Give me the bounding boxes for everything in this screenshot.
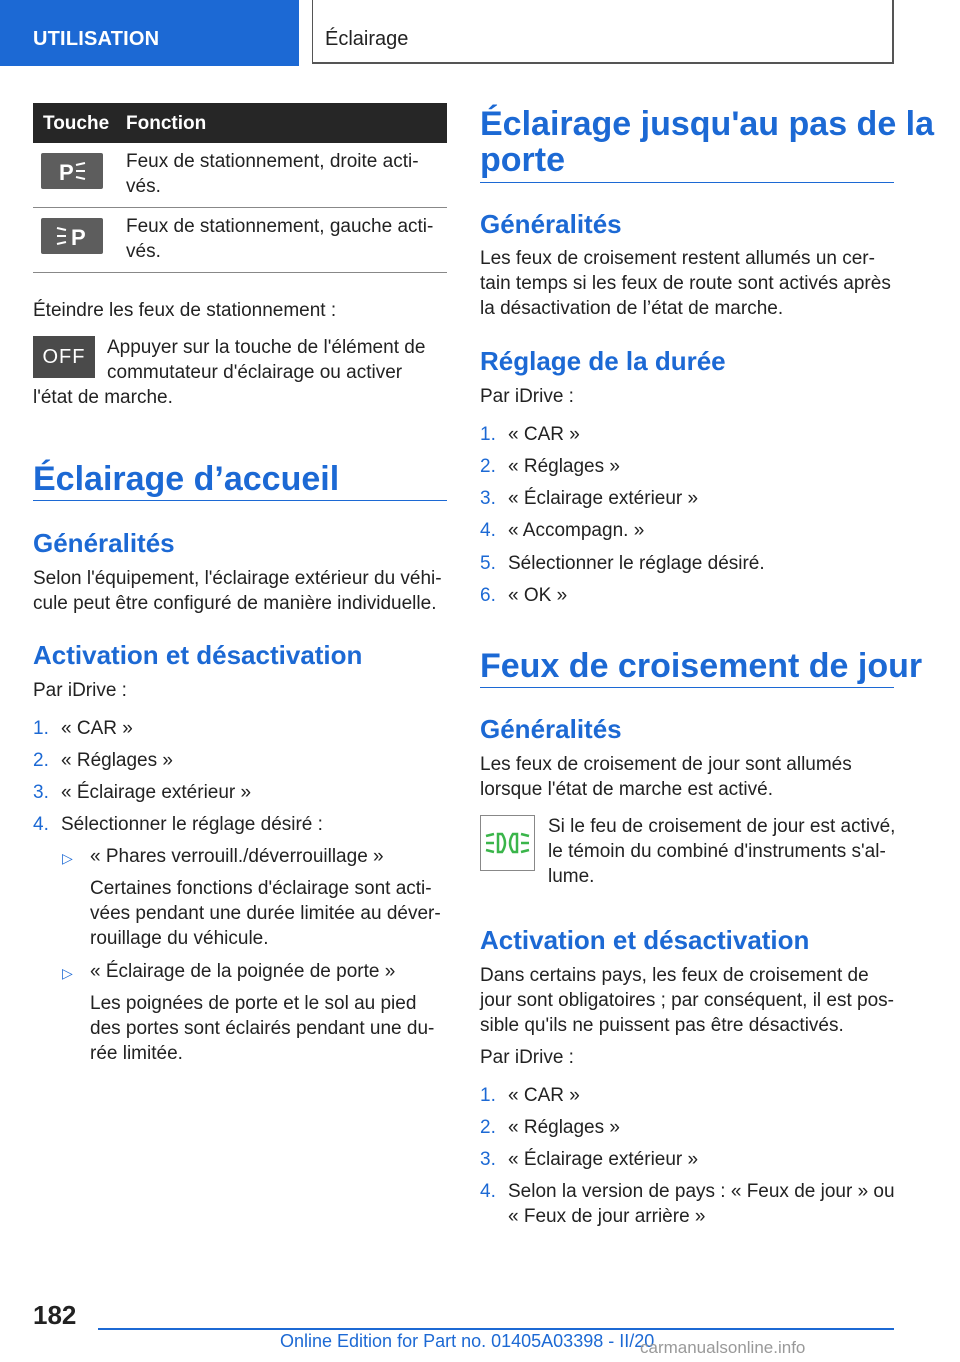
footer-rule bbox=[98, 1328, 894, 1330]
doorstep-title-l1: Éclairage jusqu'au pas de la bbox=[480, 105, 935, 143]
step-number: 3. bbox=[480, 1149, 496, 1170]
step-number: 3. bbox=[480, 488, 496, 509]
doorstep-via: Par iDrive : bbox=[480, 386, 574, 407]
parking-light-left-key-icon bbox=[41, 218, 103, 254]
doorstep-title-l2: porte bbox=[480, 141, 565, 179]
table-row bbox=[33, 208, 447, 273]
step-text: « CAR » bbox=[61, 718, 133, 739]
drl-g-l1: Les feux de croisement de jour sont allumés bbox=[480, 754, 852, 775]
daytime-running-light-icon bbox=[480, 815, 535, 871]
step-number: 2. bbox=[33, 750, 49, 771]
triangle-bullet-icon: ▷ bbox=[62, 965, 73, 981]
step-text: « Éclairage extérieur » bbox=[508, 488, 699, 509]
drl-a-l2: jour sont obligatoires ; par conséquent, il est pos- bbox=[480, 990, 895, 1011]
welcome-rule bbox=[33, 500, 447, 501]
step-number: 2. bbox=[480, 456, 496, 477]
off-key-label: OFF bbox=[42, 346, 86, 368]
welcome-sub1-l2: vées pendant une durée limitée au déver- bbox=[90, 903, 441, 924]
step-text: « Éclairage extérieur » bbox=[508, 1149, 699, 1170]
drl-rule bbox=[480, 687, 894, 688]
step-number: 4. bbox=[33, 814, 49, 835]
doorstep-g-l3: la désactivation de l’état de marche. bbox=[480, 298, 784, 319]
drl-via: Par iDrive : bbox=[480, 1047, 574, 1068]
welcome-via: Par iDrive : bbox=[33, 680, 127, 701]
welcome-sub2-l3: rée limitée. bbox=[90, 1043, 183, 1064]
welcome-activation-heading: Activation et désactivation bbox=[33, 640, 363, 670]
step-number: 4. bbox=[480, 1181, 496, 1202]
step-number: 6. bbox=[480, 585, 496, 606]
chapter-header bbox=[312, 0, 894, 64]
welcome-sub1: « Phares verrouill./déverrouillage » bbox=[90, 846, 384, 867]
step-text: « Éclairage extérieur » bbox=[61, 782, 252, 803]
footer-watermark: carmanualsonline.info bbox=[640, 1338, 806, 1357]
page-number: 182 bbox=[33, 1300, 77, 1330]
welcome-general-l2: cule peut être configuré de manière individuelle. bbox=[33, 593, 437, 614]
row2-text: Feux de stationnement, gauche acti- vés. bbox=[126, 216, 434, 262]
step-text: « Réglages » bbox=[508, 456, 620, 477]
doorstep-duration-heading: Réglage de la durée bbox=[480, 346, 726, 376]
step-text: Selon la version de pays : « Feux de jour » ou bbox=[508, 1181, 895, 1202]
drl-icon-l3: lume. bbox=[548, 866, 595, 887]
step-number: 4. bbox=[480, 520, 496, 541]
step-text: « Réglages » bbox=[61, 750, 173, 771]
off-key-icon bbox=[33, 336, 95, 378]
drl-step4-cont: « Feux de jour arrière » bbox=[508, 1206, 706, 1227]
parking-off-line3: l'état de marche. bbox=[33, 387, 173, 408]
welcome-general-l1: Selon l'équipement, l'éclairage extérieur du véhi- bbox=[33, 568, 442, 589]
drl-icon-l1: Si le feu de croisement de jour est activé, bbox=[548, 816, 896, 837]
step-text: Sélectionner le réglage désiré : bbox=[61, 814, 323, 835]
step-number: 3. bbox=[33, 782, 49, 803]
parking-light-right-key-icon bbox=[41, 153, 103, 189]
drl-title: Feux de croisement de jour bbox=[480, 647, 923, 685]
triangle-bullet-icon: ▷ bbox=[62, 850, 73, 866]
svg-text:P: P bbox=[59, 160, 74, 185]
table-cell-function bbox=[126, 214, 446, 264]
step-number: 2. bbox=[480, 1117, 496, 1138]
svg-text:P: P bbox=[71, 225, 86, 250]
doorstep-rule bbox=[480, 182, 894, 183]
welcome-general-heading: Généralités bbox=[33, 528, 175, 558]
welcome-sub2: « Éclairage de la poignée de porte » bbox=[90, 961, 396, 982]
table-col-function: Fonction bbox=[126, 113, 207, 134]
drl-general-heading: Généralités bbox=[480, 714, 622, 744]
section-tab bbox=[0, 0, 299, 66]
parking-off-line2: commutateur d'éclairage ou activer bbox=[107, 362, 403, 383]
doorstep-g-l2: tain temps si les feux de route sont activés après bbox=[480, 273, 891, 294]
step-text: Sélectionner le réglage désiré. bbox=[508, 553, 765, 574]
doorstep-general-heading: Généralités bbox=[480, 209, 622, 239]
step-number: 1. bbox=[33, 718, 49, 739]
doorstep-g-l1: Les feux de croisement restent allumés un cer- bbox=[480, 248, 875, 269]
drl-a-l3: sible qu'ils ne puissent pas être désactivés. bbox=[480, 1015, 844, 1036]
drl-icon-l2: le témoin du combiné d'instruments s'al- bbox=[548, 841, 886, 862]
chapter-title: Éclairage bbox=[325, 28, 409, 50]
step-text: « CAR » bbox=[508, 424, 580, 445]
welcome-sub2-l1: Les poignées de porte et le sol au pied bbox=[90, 993, 417, 1014]
step-number: 1. bbox=[480, 424, 496, 445]
welcome-sub1-l1: Certaines fonctions d'éclairage sont acti- bbox=[90, 878, 432, 899]
table-row bbox=[33, 143, 447, 208]
parking-off-intro: Éteindre les feux de stationnement : bbox=[33, 300, 337, 321]
step-text: « OK » bbox=[508, 585, 568, 606]
drl-activation-heading: Activation et désactivation bbox=[480, 925, 810, 955]
parking-off-line1: Appuyer sur la touche de l'élément de bbox=[107, 337, 426, 358]
step-number: 1. bbox=[480, 1085, 496, 1106]
table-cell-function bbox=[126, 149, 446, 199]
row1-text: Feux de stationnement, droite acti- vés. bbox=[126, 151, 419, 197]
step-number: 5. bbox=[480, 553, 496, 574]
table-header bbox=[33, 103, 447, 143]
welcome-sub2-l2: des portes sont éclairés pendant une du- bbox=[90, 1018, 435, 1039]
drl-g-l2: lorsque l'état de marche est activé. bbox=[480, 779, 773, 800]
drl-a-l1: Dans certains pays, les feux de croisement de bbox=[480, 965, 869, 986]
welcome-title: Éclairage d’accueil bbox=[33, 460, 340, 498]
table-col-key: Touche bbox=[43, 113, 110, 134]
footer-edition: Online Edition for Part no. 01405A03398 - II/20 bbox=[280, 1331, 655, 1351]
welcome-sub1-l3: rouillage du véhicule. bbox=[90, 928, 269, 949]
step-text: « Accompagn. » bbox=[508, 520, 645, 541]
section-label: UTILISATION bbox=[33, 28, 160, 50]
step-text: « CAR » bbox=[508, 1085, 580, 1106]
step-text: « Réglages » bbox=[508, 1117, 620, 1138]
